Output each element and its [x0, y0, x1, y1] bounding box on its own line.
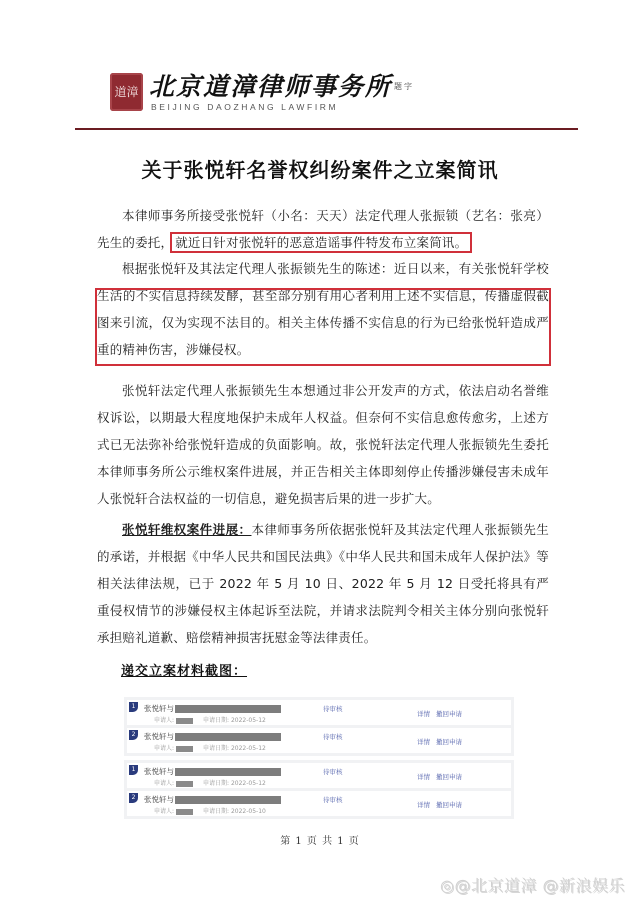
- case-status: 待审核: [323, 733, 343, 741]
- progress-label: 张悦轩维权案件进展：: [122, 522, 252, 537]
- date-label: 申请日期:: [203, 808, 230, 815]
- applicant-label: 申请人:: [154, 808, 175, 815]
- details-link[interactable]: 详情: [417, 801, 430, 809]
- letterhead-divider: [75, 128, 578, 130]
- redaction-bar: [175, 705, 281, 713]
- redaction-bar: [176, 809, 193, 815]
- paragraph-intro-text: 本律师事务所接受张悦轩（小名：天天）法定代理人张振锁（艺名：张亮）先生的委托，: [97, 208, 549, 250]
- details-link[interactable]: 详情: [417, 773, 430, 781]
- date-label: 申请日期:: [203, 717, 230, 724]
- watermark-text: @北京道漳 @新浪娱乐: [454, 876, 626, 895]
- case-row: [127, 763, 511, 788]
- firm-name-cn-text: 北京道漳律师事务所: [149, 72, 393, 101]
- details-link[interactable]: 详情: [417, 738, 430, 746]
- case-status: 待审核: [323, 768, 343, 776]
- filing-date: 2022-05-12: [230, 780, 266, 787]
- calligrapher-signature: 题字: [394, 82, 415, 91]
- paragraph-background: [97, 255, 549, 363]
- weibo-watermark: [440, 873, 625, 896]
- row-index-badge: 2: [129, 730, 138, 740]
- redaction-bar: [175, 796, 281, 804]
- date-label: 申请日期:: [203, 780, 230, 787]
- firm-name-cn: [149, 73, 414, 101]
- materials-heading: 递交立案材料截图：: [121, 664, 248, 679]
- firm-name-en: BEIJING DAOZHANG LAWFIRM: [151, 102, 339, 112]
- highlighted-statement: 就近日针对张悦轩的恶意造谣事件特发布立案简讯。: [175, 235, 468, 250]
- withdraw-link[interactable]: 撤回申请: [436, 773, 462, 781]
- case-meta: [154, 778, 266, 787]
- paragraph-progress: [97, 516, 549, 651]
- redaction-bar: [176, 746, 193, 752]
- case-name: [144, 766, 281, 777]
- case-meta: [154, 715, 266, 724]
- case-row: [127, 728, 511, 753]
- case-status: 待审核: [323, 796, 343, 804]
- case-row: [127, 700, 511, 725]
- filing-date: 2022-05-10: [230, 808, 266, 815]
- redaction-bar: [175, 733, 281, 741]
- weibo-icon: ◎: [440, 876, 455, 895]
- applicant-label: 申请人:: [154, 780, 175, 787]
- paragraph-background-text: 根据张悦轩及其法定代理人张振锁先生的陈述：近日以来，有关张悦轩学校生活的: [97, 261, 549, 303]
- withdraw-link[interactable]: 撤回申请: [436, 801, 462, 809]
- case-screenshot-group: [124, 697, 514, 756]
- case-status: 待审核: [323, 705, 343, 713]
- case-actions: [417, 709, 468, 718]
- firm-seal-logo: 道漳: [110, 73, 143, 111]
- row-index-badge: 1: [129, 765, 138, 775]
- case-meta: [154, 743, 266, 752]
- case-meta: [154, 806, 266, 815]
- case-screenshot-group: [124, 760, 514, 819]
- page-number-footer: 第 1 页 共 1 页: [280, 836, 360, 847]
- applicant-label: 申请人:: [154, 717, 175, 724]
- progress-body: 本律师事务所依据张悦轩及其法定代理人张振锁先生的承诺，并根据《中华人民共和国民法典》《中华人民共和国未成年人保护法》等相关法律法规，已于 2022 年 5 月 10 日、2022 年 5 月 12 日受托将具有严重侵权情节的涉嫌侵权主体起诉至法院，并请求法院判令相关主体分别向张悦轩承担赔礼道歉、赔偿精神损害抚慰金等法律责任。: [97, 522, 549, 645]
- date-label: 申请日期:: [203, 745, 230, 752]
- withdraw-link[interactable]: 撤回申请: [436, 738, 462, 746]
- case-name-text: 张悦轩与: [144, 767, 174, 776]
- paragraph-intro: [97, 202, 549, 256]
- case-name: [144, 731, 281, 742]
- case-actions: [417, 800, 468, 809]
- firm-name-block: [149, 73, 414, 112]
- redaction-bar: [175, 768, 281, 776]
- paragraph-intent: 张悦轩法定代理人张振锁先生本想通过非公开发声的方式，依法启动名誉维权诉讼，以期最大程度地保护未成年人权益。但奈何不实信息愈传愈劣，上述方式已无法弥补给张悦轩造成的负面影响。故，张悦轩法定代理人张振锁先生委托本律师事务所公示维权案件进展，并正告相关主体即刻停止传播涉嫌侵害未成年人张悦轩合法权益的一切信息，避免损害后果的进一步扩大。: [97, 383, 549, 506]
- case-name: [144, 703, 281, 714]
- applicant-label: 申请人:: [154, 745, 175, 752]
- case-name-text: 张悦轩与: [144, 704, 174, 713]
- redaction-bar: [176, 781, 193, 787]
- case-filing-screenshots: [124, 697, 514, 823]
- details-link[interactable]: 详情: [417, 710, 430, 718]
- row-index-badge: 1: [129, 702, 138, 712]
- redaction-bar: [176, 718, 193, 724]
- withdraw-link[interactable]: 撤回申请: [436, 710, 462, 718]
- case-actions: [417, 772, 468, 781]
- case-name-text: 张悦轩与: [144, 795, 174, 804]
- case-name: [144, 794, 281, 805]
- document-title: 关于张悦轩名誉权纠纷案件之立案简讯: [141, 158, 499, 182]
- case-actions: [417, 737, 468, 746]
- highlighted-claims: 不实信息持续发酵，甚至部分别有用心者利用上述不实信息，传播虚假截图来引流，仅为实现不法目的。相关主体传播不实信息的行为已给张悦轩造成严重的精神伤害，涉嫌侵权。: [97, 288, 549, 357]
- case-row: [127, 791, 511, 816]
- case-name-text: 张悦轩与: [144, 732, 174, 741]
- filing-date: 2022-05-12: [230, 717, 266, 724]
- filing-date: 2022-05-12: [230, 745, 266, 752]
- letterhead: [110, 73, 414, 123]
- row-index-badge: 2: [129, 793, 138, 803]
